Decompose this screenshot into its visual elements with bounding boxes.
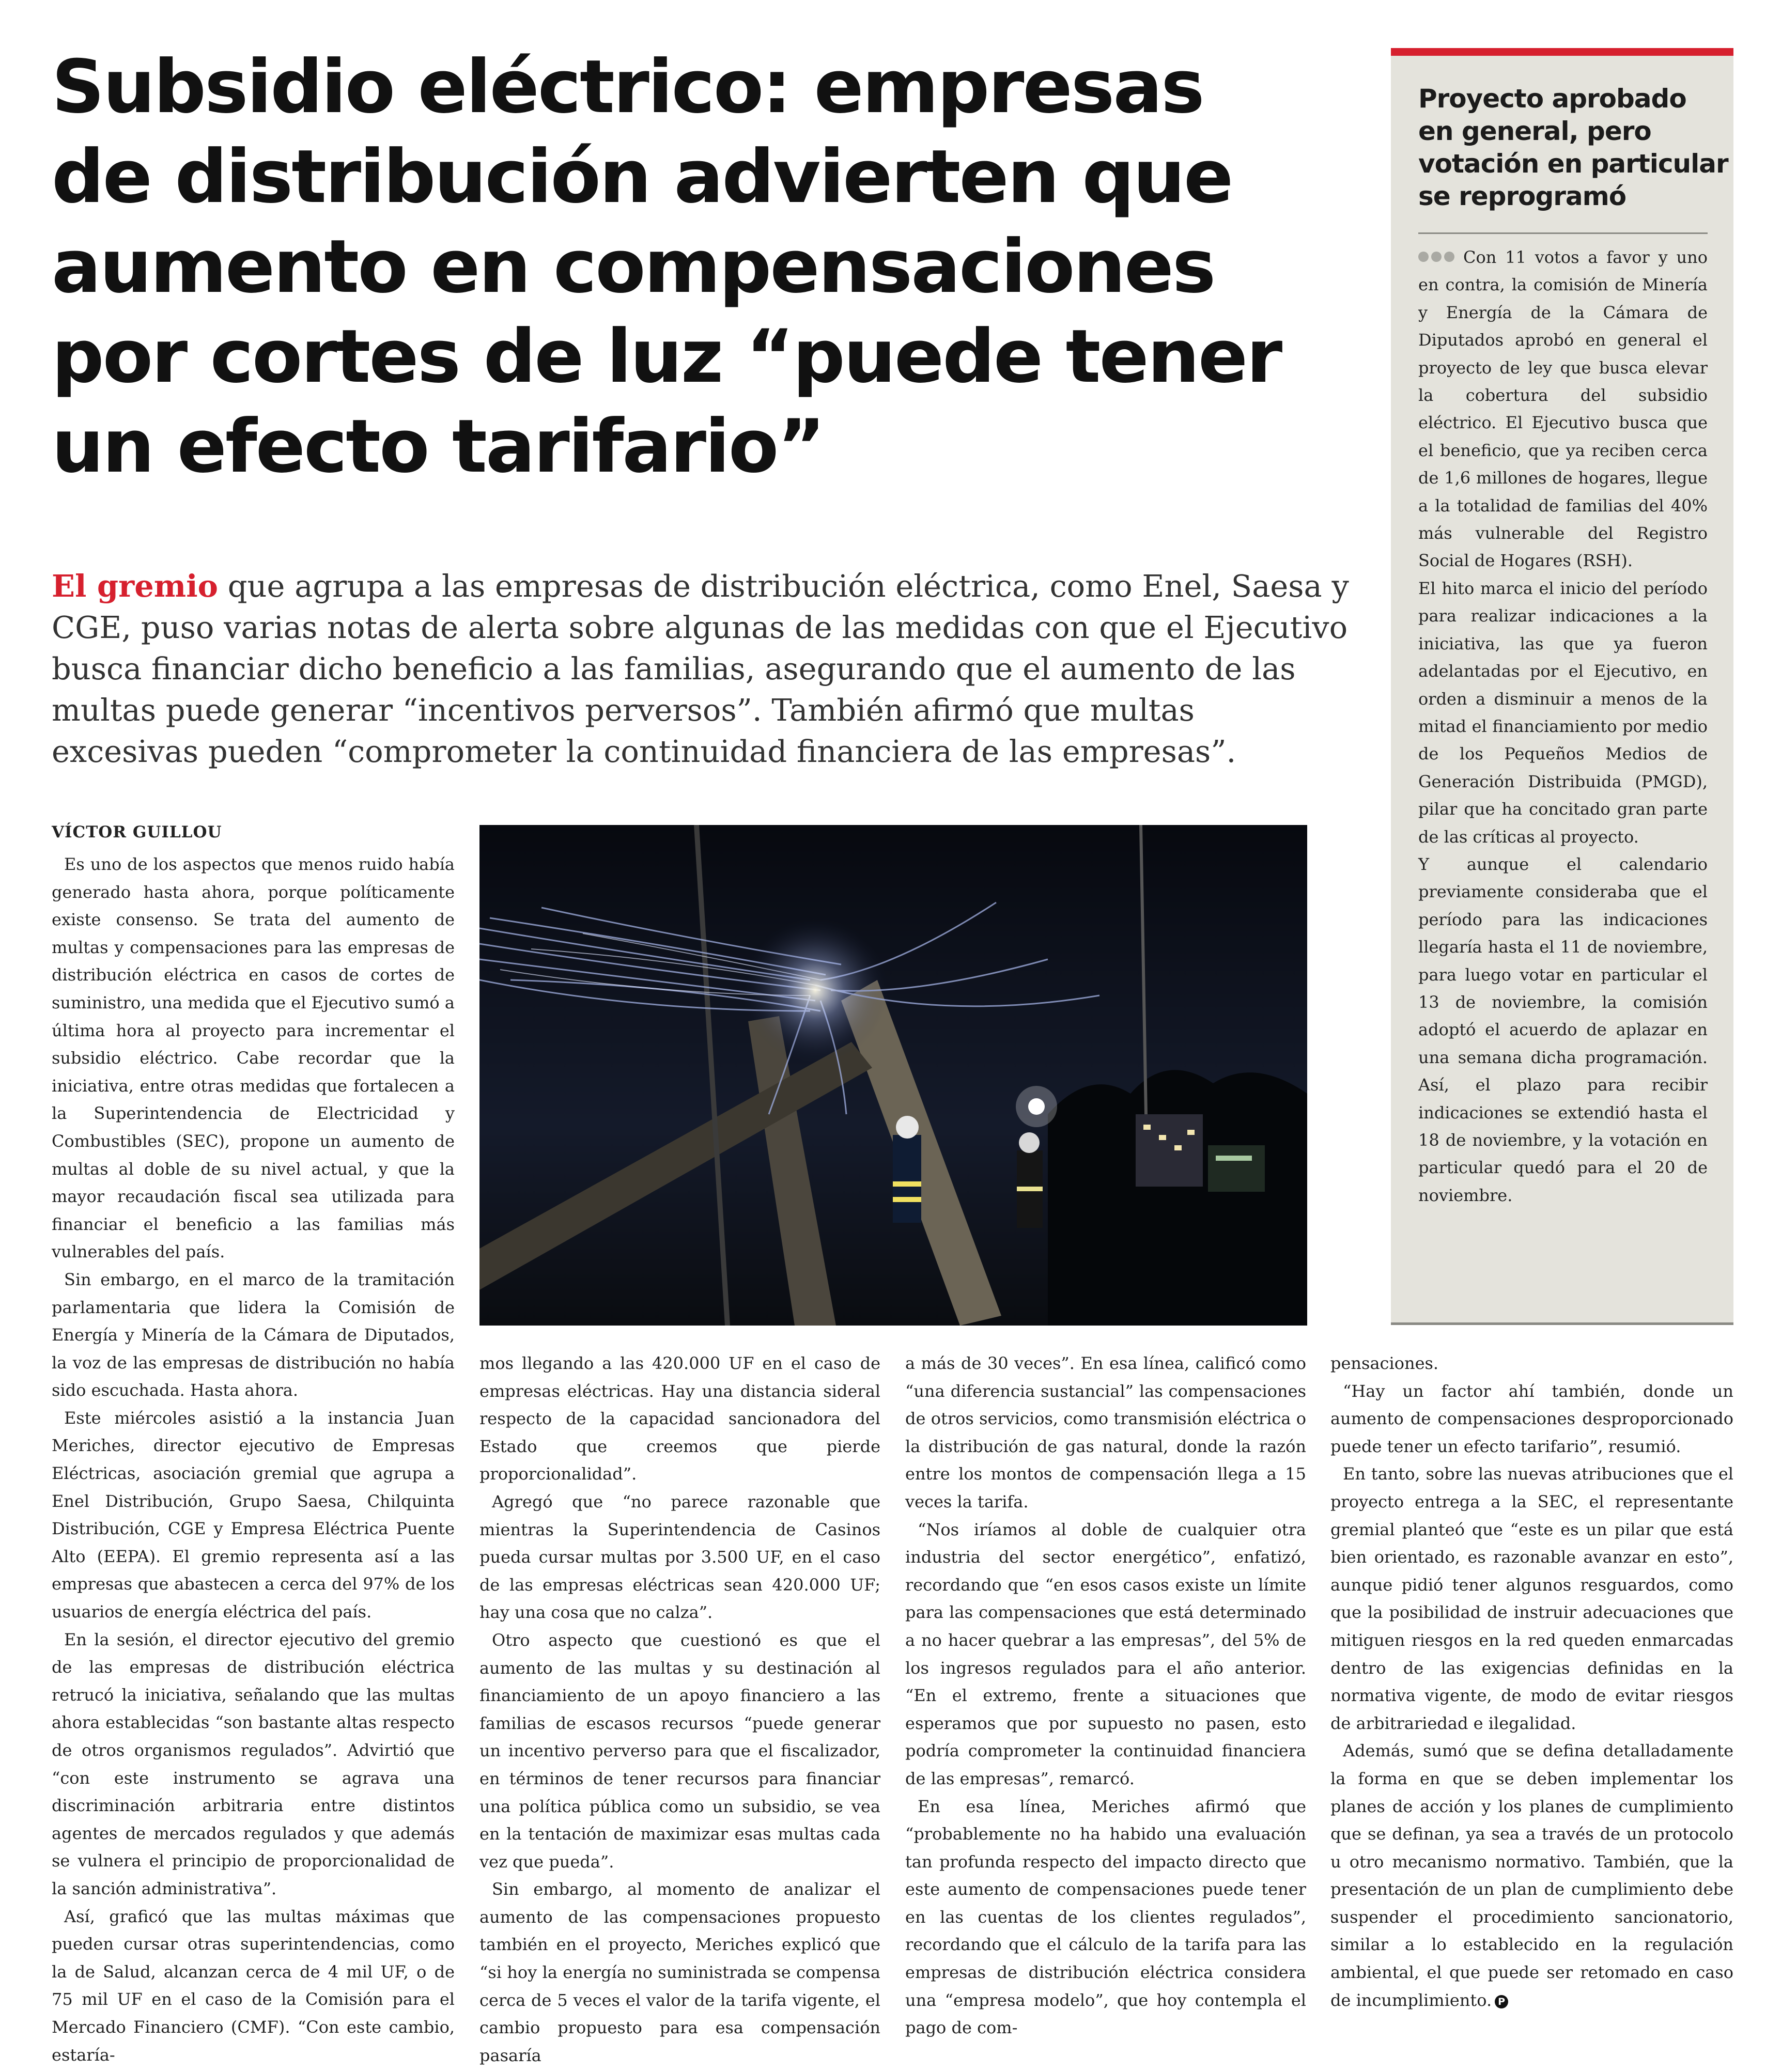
body-paragraph: En la sesión, el director ejecutivo del gremio de las empresas de distribución eléctrica retrucó la iniciativa, señalando que las multas ahora establecidas “son bastante altas respecto de otros organismos regulados”. Advirtió que “con este instrumento se agrava una discriminación arbitraria entre distintos agentes de mercados regulados y que además se vulnera el principio de proporcionalidad de la sanción administrativa”.	[52, 1629, 455, 1898]
body-column-2	[479, 1350, 880, 2069]
sidebar-title-line: se reprogramó	[1418, 181, 1626, 211]
body-paragraph: Sin embargo, al momento de analizar el aumento de las compensaciones propuesto también en el proyecto, Meriches explicó que “si hoy la energía no suministrada se compensa cerca de 5 veces el valor de la tarifa vigente, el cambio propuesto para esa compensación pasaría	[479, 1879, 880, 2065]
sidebar-title-line: Proyecto aprobado	[1418, 84, 1686, 114]
headline	[52, 42, 1374, 492]
dek-text: que agrupa a las empresas de distribución eléctrica, como Enel, Saesa y	[218, 568, 1349, 604]
body-paragraph-text: Además, sumó que se defina detalladamente la forma en que se deben implementar los planes de acción y los planes de cumplimiento que se definan, ya sea a través de un protocolo u otro mecanismo normativo. También, que la presentación de un plan de cumplimiento debe suspender el procedimiento sancionatorio, similar a lo establecido en la regulación ambiental, el que puede ser retomado en caso de incumplimiento.	[1330, 1741, 1733, 2010]
sidebar-title-line: en general, pero	[1418, 116, 1651, 146]
sidebar-title	[1418, 83, 1728, 213]
sidebar-paragraph	[1418, 243, 1708, 575]
sidebar-body	[1418, 243, 1708, 1209]
headline-line: por cortes de luz “puede tener	[52, 314, 1281, 399]
dek-line	[52, 566, 1349, 607]
headline-line: un efecto tarifario”	[52, 404, 824, 489]
dek-lead: El gremio	[52, 568, 218, 604]
dek-line: excesivas pueden “comprometer la continuidad financiera de las empresas”.	[52, 734, 1236, 769]
sidebar-title-line: votación en particular	[1418, 149, 1728, 179]
sidebar-paragraph-text: Con 11 votos a favor y uno en contra, la comisión de Minería y Energía de la Cámara de Diputados aprobó en general el proyecto de ley que busca elevar la cobertura del subsidio eléctrico. El Ejecutivo busca que el beneficio, que ya reciben cerca de 1,6 millones de hogares, llegue a la totalidad de familias del 40% más vulnerable del Registro Social de Hogares (RSH).	[1418, 247, 1708, 571]
body-paragraph: Este miércoles asistió a la instancia Juan Meriches, director ejecutivo de Empresas Eléctricas, asociación gremial que agrupa a Enel Distribución, Grupo Saesa, Chilquinta Distribución, CGE y Empresa Eléctrica Puente Alto (EEPA). El gremio representa así a las empresas que abastecen a cerca del 97% de los usuarios de energía eléctrica del país.	[52, 1408, 455, 1622]
body-paragraph: Así, graficó que las multas máximas que pueden cursar otras superintendencias, como la de Salud, alcanzan cerca de 4 mil UF, o de 75 mil UF en el caso de la Comisión para el Mercado Financiero (CMF). “Con este cambio, estaría-	[52, 1906, 455, 2065]
byline: VÍCTOR GUILLOU	[52, 823, 222, 842]
end-of-article-icon: P	[1495, 1995, 1508, 2008]
dek	[52, 566, 1349, 772]
body-paragraph: mos llegando a las 420.000 UF en el caso de empresas eléctricas. Hay una distancia sideral respecto de la capacidad sancionadora del Estado que creemos que pierde proporcionalidad”.	[479, 1353, 880, 1484]
sidebar-paragraph: El hito marca el inicio del período para realizar indicaciones a la iniciativa, las que ya fueron adelantadas por el Ejecutivo, en orden a disminuir a menos de la mitad el financiamiento por medio de los Pequeños Medios de Generación Distribuida (PMGD), pilar que ha concitado gran parte de las críticas al proyecto.	[1418, 578, 1708, 847]
body-paragraph: Otro aspecto que cuestionó es que el aumento de las multas y su destinación al financiamiento de un apoyo financiero a las familias de escasos recursos “puede generar un incentivo perverso para que el fiscalizador, en términos de tener recursos para financiar una política pública como un subsidio, se vea en la tentación de maximizar esas multas cada vez que pueda”.	[479, 1630, 880, 1872]
headline-line: Subsidio eléctrico: empresas	[52, 44, 1203, 130]
body-paragraph: “Hay un factor ahí también, donde un aumento de compensaciones desproporcionado puede tener un efecto tarifario”, resumió.	[1330, 1381, 1733, 1456]
body-paragraph: a más de 30 veces”. En esa línea, calificó como “una diferencia sustancial” las compensaciones de otros servicios, como transmisión eléctrica o la distribución de gas natural, donde la razón entre los montos de compensación llega a 15 veces la tarifa.	[905, 1353, 1306, 1512]
sidebar-divider	[1418, 232, 1708, 234]
three-dots-icon	[1418, 243, 1457, 270]
body-paragraph: “Nos iríamos al doble de cualquier otra industria del sector energético”, enfatizó, recordando que “en esos casos existe un límite para las compensaciones que está determinado a no hacer quebrar a las empresas”, del 5% de los ingresos regulados para el año anterior. “En el extremo, frente a situaciones que esperamos que por supuesto no pasen, esto podría comprometer la continuidad financiera de las empresas”, remarcó.	[905, 1519, 1306, 1788]
headline-line: aumento en compensaciones	[52, 224, 1215, 309]
body-column-1	[52, 851, 455, 2069]
sidebar-box	[1391, 48, 1733, 1325]
dek-line: multas puede generar “incentivos perversos”. También afirmó que multas	[52, 692, 1195, 728]
night-power-line-repair-photo	[479, 825, 1307, 1326]
body-paragraph: Es uno de los aspectos que menos ruido había generado hasta ahora, porque políticamente existe consenso. Se trata del aumento de multas y compensaciones para las empresas de distribución eléctrica en casos de cortes de suministro, una medida que el Ejecutivo sumó a última hora al proyecto para incrementar el subsidio eléctrico. Cabe recordar que la iniciativa, entre otras medidas que fortalecen a la Superintendencia de Electricidad y Combustibles (SEC), propone un aumento de multas al doble de su nivel actual, y que la mayor recaudación fiscal sea utilizada para financiar el beneficio a las familias más vulnerables del país.	[52, 854, 455, 1262]
body-paragraph: En esa línea, Meriches afirmó que “probablemente no ha habido una evaluación tan profunda respecto del impacto directo que este aumento de compensaciones puede tener en las cuentas de los clientes regulados”, recordando que el cálculo de la tarifa para las empresas de distribución eléctrica considera una “empresa modelo”, que hoy contempla el pago de com-	[905, 1796, 1306, 2038]
dek-line: CGE, puso varias notas de alerta sobre algunas de las medidas con que el Ejecutivo	[52, 610, 1348, 645]
sidebar-paragraph: Y aunque el calendario previamente consideraba que el período para las indicaciones llegaría hasta el 11 de noviembre, para luego votar en particular el 13 de noviembre, la comisión adoptó el acuerdo de aplazar en una semana dicha programación. Así, el plazo para recibir indicaciones se extendió hasta el 18 de noviembre, y la votación en particular quedó para el 20 de noviembre.	[1418, 854, 1708, 1205]
headline-line: de distribución advierten que	[52, 134, 1232, 220]
body-paragraph: pensaciones.	[1330, 1353, 1439, 1373]
body-column-3	[905, 1350, 1306, 2042]
body-paragraph: Agregó que “no parece razonable que mientras la Superintendencia de Casinos pueda cursar multas por 3.500 UF, en el caso de las empresas eléctricas sean 420.000 UF; hay una cosa que no calza”.	[479, 1491, 880, 1623]
body-paragraph: Sin embargo, en el marco de la tramitación parlamentaria que lidera la Comisión de Energía y Minería de la Cámara de Diputados, la voz de las empresas de distribución no había sido escuchada. Hasta ahora.	[52, 1269, 455, 1400]
dek-line: busca financiar dicho beneficio a las familias, asegurando que el aumento de las	[52, 651, 1296, 687]
body-paragraph	[1330, 1737, 1733, 2014]
body-column-4	[1330, 1350, 1733, 2014]
body-paragraph: En tanto, sobre las nuevas atribuciones que el proyecto entrega a la SEC, el representante gremial planteó que “este es un pilar que está bien orientado, es razonable avanzar en esto”, aunque pidió tener algunos resguardos, como que la posibilidad de instruir adecuaciones que mitiguen riesgos en la red queden enmarcadas dentro de las exigencias definidas en la normativa vigente, de modo de evitar riesgos de arbitrariedad e ilegalidad.	[1330, 1464, 1733, 1733]
